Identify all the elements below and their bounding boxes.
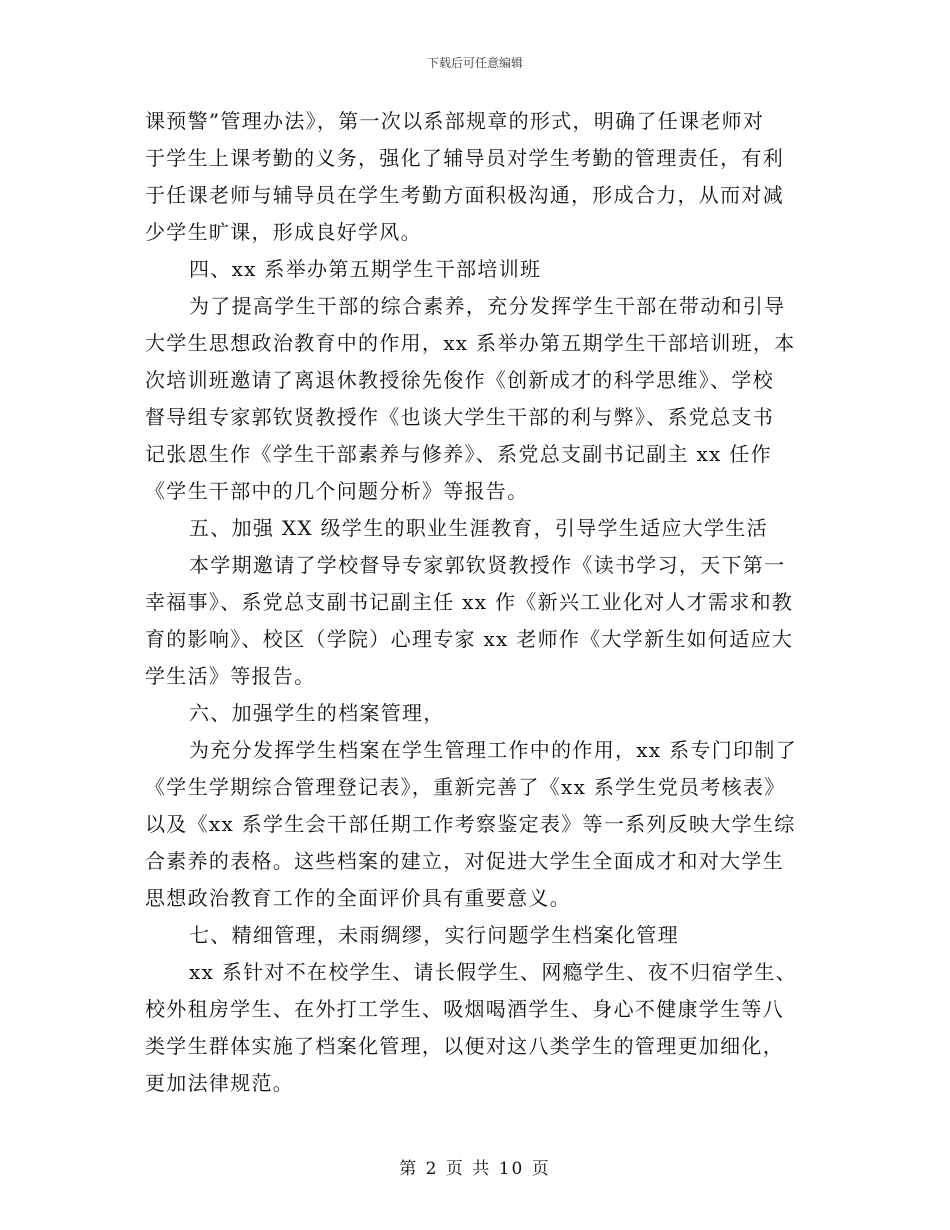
text-line: 《学生学期综合管理登记表》，重新完善了《xx 系学生党员考核表》 [145, 775, 786, 799]
text-line: 以及《xx 系学生会干部任期工作考察鉴定表》等一系列反映大学生综 [145, 812, 796, 836]
text-line: 六、加强学生的档案管理， [189, 701, 445, 725]
text-line: 四、xx 系举办第五期学生干部培训班 [189, 257, 542, 281]
text-line: 类学生群体实施了档案化管理，以便对这八类学生的管理更加细化， [145, 1034, 784, 1058]
text-line: 思想政治教育工作的全面评价具有重要意义。 [145, 886, 571, 910]
text-line: 《学生干部中的几个问题分析》等报告。 [145, 479, 529, 503]
document-body [145, 103, 809, 1102]
text-line: 次培训班邀请了离退休教授徐先俊作《创新成才的科学思维》、学校 [145, 368, 774, 392]
text-line: 少学生旷课，形成良好学风。 [145, 220, 422, 244]
text-line: 为了提高学生干部的综合素养，充分发挥学生干部在带动和引导 [189, 294, 786, 318]
text-line: 校外租房学生、在外打工学生、吸烟喝酒学生、身心不健康学生等八 [145, 997, 784, 1021]
text-line: 大学生思想政治教育中的作用，xx 系举办第五期学生干部培训班，本 [145, 331, 796, 355]
text-line: 学生活》等报告。 [145, 664, 316, 688]
text-line: 课预警”管理办法》，第一次以系部规章的形式，明确了任课老师对 [145, 109, 765, 133]
text-line: 于学生上课考勤的义务，强化了辅导员对学生考勤的管理责任，有利 [145, 146, 784, 170]
text-line: 五、加强 XX 级学生的职业生涯教育，引导学生适应大学生活 [189, 516, 768, 540]
page-header: 下载后可任意编辑 [426, 56, 523, 70]
text-line: 为充分发挥学生档案在学生管理工作中的作用，xx 系专门印制了 [189, 738, 797, 762]
text-line: 育的影响》、校区（学院）心理专家 xx 老师作《大学新生如何适应大 [145, 627, 794, 651]
text-line: 督导组专家郭钦贤教授作《也谈大学生干部的利与弊》、系党总支书 [145, 405, 774, 429]
text-line: 本学期邀请了学校督导专家郭钦贤教授作《读书学习，天下第一 [189, 553, 786, 577]
page-footer: 第 2 页 共 10 页 [399, 1159, 551, 1179]
text-line: 更加法律规范。 [145, 1071, 295, 1095]
text-line: 合素养的表格。这些档案的建立，对促进大学生全面成才和对大学生 [145, 849, 784, 873]
text-line: 记张恩生作《学生干部素养与修养》、系党总支副书记副主 xx 任作 [145, 442, 772, 466]
text-line: 七、精细管理，未雨绸缪，实行问题学生档案化管理 [189, 923, 679, 947]
text-line: 幸福事》、系党总支副书记副主任 xx 作《新兴工业化对人才需求和教 [145, 590, 794, 614]
text-line: xx 系针对不在校学生、请长假学生、网瘾学生、夜不归宿学生、 [189, 960, 797, 984]
text-line: 于任课老师与辅导员在学生考勤方面积极沟通，形成合力，从而对减 [145, 183, 784, 207]
